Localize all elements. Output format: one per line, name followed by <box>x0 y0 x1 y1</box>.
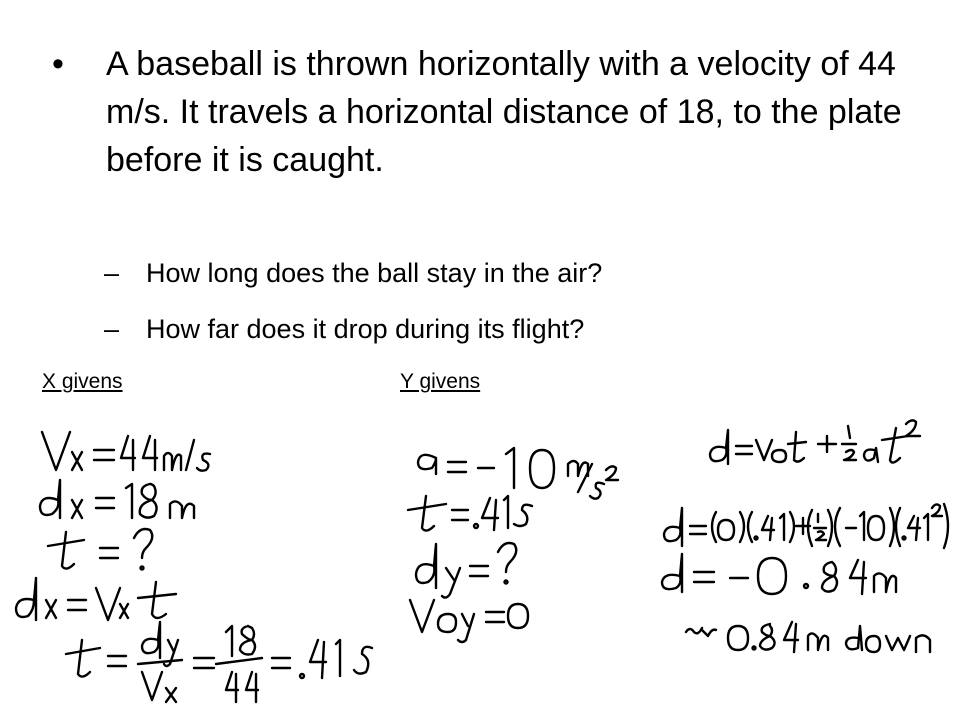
hw-solution-line-2 <box>664 504 948 548</box>
hw-solution-line-3 <box>662 554 896 594</box>
x-givens-heading: X givens <box>42 370 123 393</box>
hw-y-line-3 <box>416 543 516 598</box>
hw-x-line-2 <box>40 480 194 518</box>
dash-icon: – <box>104 314 120 344</box>
hw-x-line-1 <box>42 432 210 471</box>
question-1-text: How long does the ball stay in the air? <box>146 258 603 288</box>
hw-y-line-1 <box>418 448 618 499</box>
problem-text: A baseball is thrown horizontally with a velocity of 44 m/s. It travels a horizontal distance of 18, to the plate before it is caught. <box>106 45 902 179</box>
y-givens-heading: Y givens <box>400 370 481 393</box>
hw-x-line-4 <box>16 578 176 620</box>
question-2-text: How far does it drop during its flight? <box>146 314 585 344</box>
hw-y-line-4 <box>410 600 528 642</box>
bullet-icon: • <box>52 45 64 83</box>
hw-solution-line-4 <box>686 622 930 652</box>
hw-x-line-3 <box>48 529 152 570</box>
hw-x-line-5 <box>66 622 372 702</box>
dash-icon: – <box>104 258 120 288</box>
hw-y-line-2 <box>408 496 532 531</box>
hw-solution-line-1 <box>710 420 920 464</box>
